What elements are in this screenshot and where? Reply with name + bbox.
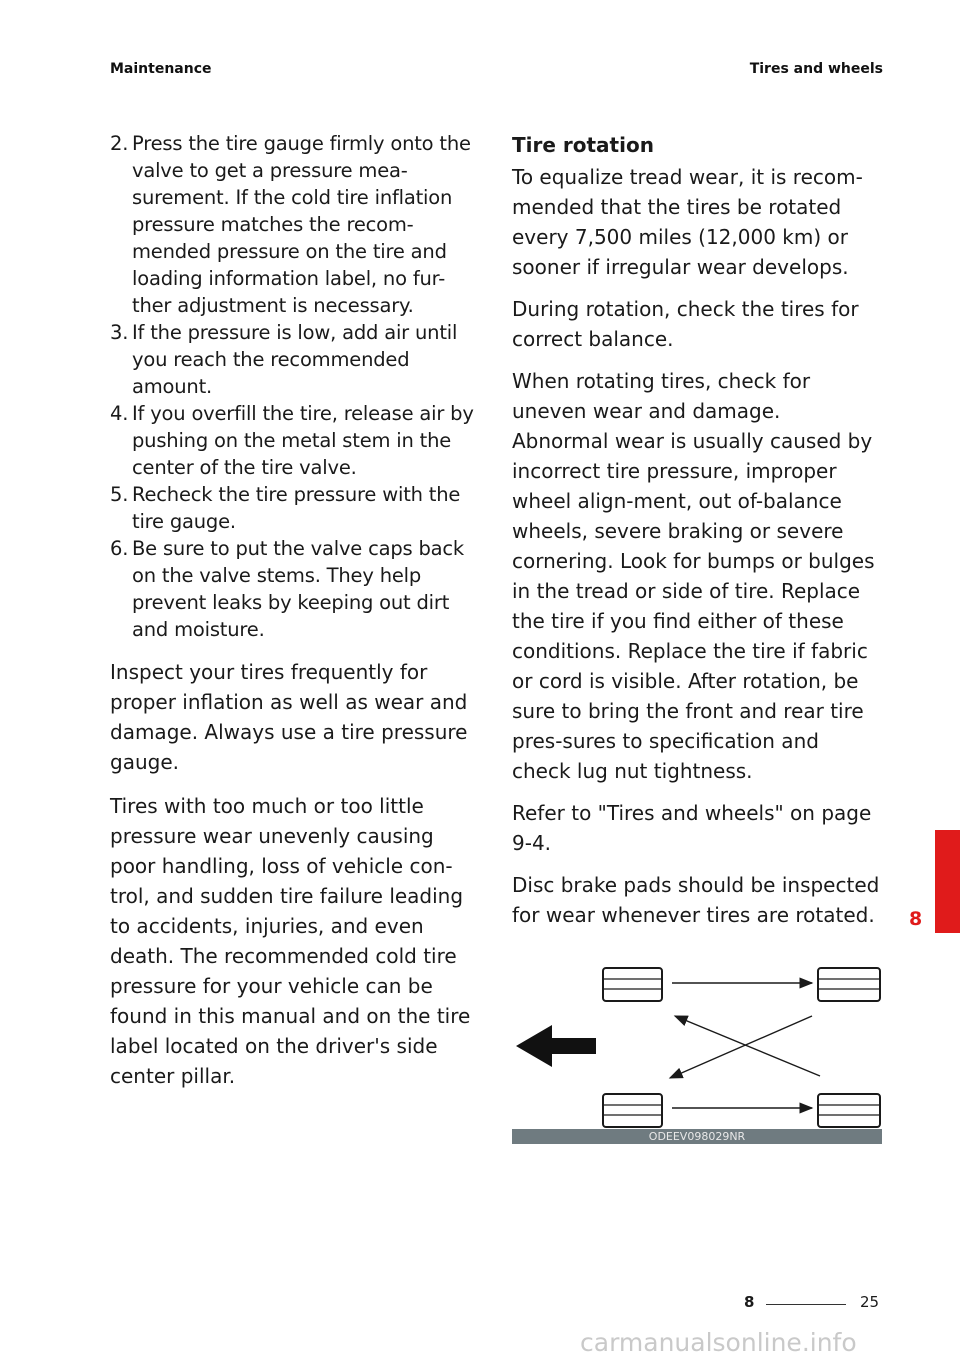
watermark-text: carmanualsonline.info xyxy=(580,1328,857,1357)
step-text: If the pressure is low, add air until you reach the recommended amount. xyxy=(132,321,458,398)
body-paragraph: Inspect your tires frequently for proper inflation as well as wear and damage. Always use a tire pressure gauge. xyxy=(110,660,468,774)
step-text: Be sure to put the valve caps back on the valve stems. They help prevent leaks by keeping out dirt and moisture. xyxy=(132,537,465,641)
tire-rear-left xyxy=(818,968,880,1001)
footer-divider xyxy=(766,1304,846,1305)
tire-rotation-diagram xyxy=(512,962,882,1144)
step-item xyxy=(110,400,476,481)
vehicle-direction-arrow xyxy=(516,1025,596,1067)
rotation-diagram-graphic xyxy=(512,962,882,1129)
step-number: 3. xyxy=(110,321,129,344)
step-number: 5. xyxy=(110,483,129,506)
footer-page-number: 25 xyxy=(860,1293,880,1311)
rotation-arrow-cross-down xyxy=(670,1016,812,1078)
procedure-steps xyxy=(110,130,476,643)
body-paragraph: Tires with too much or too little pressure wear unevenly causing poor handling, loss of vehicle con-trol, and sudden tire failure leading to accidents, injuries, and even death. The recommended cold tire pressure for your vehicle can be found in this manual and on the tire label located on the driver's side center pillar. xyxy=(110,794,471,1088)
step-item xyxy=(110,319,476,400)
tire-front-left xyxy=(603,968,662,1001)
step-number: 4. xyxy=(110,402,129,425)
section-heading: Tire rotation xyxy=(512,133,654,157)
step-number: 6. xyxy=(110,537,129,560)
figure-code: ODEEV098029NR xyxy=(512,1129,882,1144)
running-header-topic: Tires and wheels xyxy=(749,61,883,77)
step-item xyxy=(110,481,476,535)
step-number: 2. xyxy=(110,132,129,155)
body-paragraph: Refer to "Tires and wheels" on page 9-4. xyxy=(512,801,872,855)
footer-chapter-number: 8 xyxy=(744,1293,755,1311)
step-text: Press the tire gauge firmly onto the valve to get a pressure mea-surement. If the cold tire inflation pressure matches the recom-mended pressure on the tire and loading information label, no fur-ther adjustment is necessary. xyxy=(132,132,471,317)
chapter-tab xyxy=(935,830,960,933)
chapter-tab-number: 8 xyxy=(909,908,923,930)
step-text: If you overfill the tire, release air by pushing on the metal stem in the center of the tire valve. xyxy=(132,402,474,479)
right-column xyxy=(512,130,882,930)
step-text: Recheck the tire pressure with the tire gauge. xyxy=(132,483,461,533)
body-paragraph: To equalize tread wear, it is recom-mended that the tires be rotated every 7,500 miles (12,000 km) or sooner if irregular wear develops. xyxy=(512,165,863,279)
body-paragraph: When rotating tires, check for uneven wear and damage. Abnormal wear is usually caused by incorrect tire pressure, improper wheel align-ment, out of-balance wheels, severe braking or severe cornering. Look for bumps or bulges in the tread or side of tire. Replace the tire if you find either of these conditions. Replace the tire if fabric or cord is visible. After rotation, be sure to bring the front and rear tire pres-sures to specification and check lug nut tightness. xyxy=(512,369,875,783)
tire-front-right xyxy=(603,1094,662,1127)
step-item xyxy=(110,130,476,319)
body-paragraph: Disc brake pads should be inspected for wear whenever tires are rotated. xyxy=(512,873,880,927)
tire-rear-right xyxy=(818,1094,880,1127)
step-item xyxy=(110,535,476,643)
running-header-section: Maintenance xyxy=(110,61,212,77)
body-paragraph: During rotation, check the tires for correct balance. xyxy=(512,297,859,351)
left-column xyxy=(110,130,476,1091)
